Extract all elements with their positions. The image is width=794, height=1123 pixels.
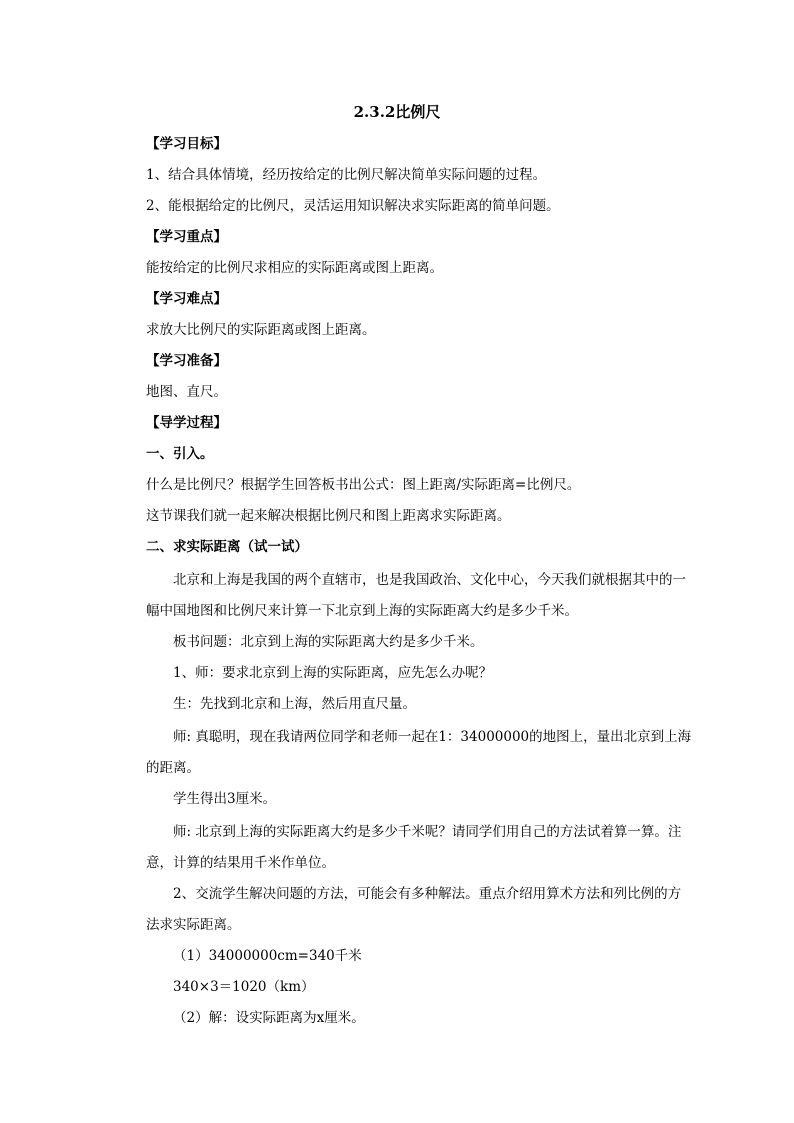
paragraph-line: 2、交流学生解决问题的方法，可能会有多种解法。重点介绍用算术方法和列比例的方 [173,886,682,902]
formula-line: （2）解：设实际距离为x厘米。 [173,1010,365,1026]
paragraph-line: 意，计算的结果用千米作单位。 [146,855,335,871]
paragraph-line: 生：先找到北京和上海，然后用直尺量。 [173,696,416,712]
paragraph-line: 师: 北京到上海的实际距离大约是多少千米呢？请同学们用自己的方法试着算一算。注 [173,824,682,840]
heading-difficulties: 【学习难点】 [146,291,227,307]
heading-learning-goals: 【学习目标】 [146,136,227,152]
goal-1: 1、结合具体情境，经历按给定的比例尺解决简单实际问题的过程。 [146,167,547,183]
section-actual-distance: 二、求实际距离（试一试） [146,539,308,555]
heading-key-points: 【学习重点】 [146,229,227,245]
formula-line: （1）34000000cm=340千米 [173,948,362,964]
page-title: 2.3.2比例尺 [353,103,441,121]
preparation-text: 地图、直尺。 [146,384,227,400]
paragraph-line: 这节课我们就一起来解决根据比例尺和图上距离求实际距离。 [146,508,511,524]
paragraph-line: 板书问题：北京到上海的实际距离大约是多少千米。 [173,634,484,650]
formula-line: 340×3＝1020（km） [173,979,315,995]
paragraph-line: 1、师：要求北京到上海的实际距离，应先怎么办呢？ [173,665,493,681]
paragraph-line: 的距离。 [146,760,200,776]
paragraph-line: 法求实际距离。 [146,917,241,933]
difficulty-text: 求放大比例尺的实际距离或图上距离。 [146,322,376,338]
goal-2: 2、能根据给定的比例尺，灵活运用知识解决求实际距离的简单问题。 [146,198,560,214]
paragraph-line: 学生得出3厘米。 [173,791,277,807]
heading-preparation: 【学习准备】 [146,353,227,369]
section-intro: 一、引入。 [146,446,214,462]
paragraph-line: 幅中国地图和比例尺来计算一下北京到上海的实际距离大约是多少千米。 [146,603,578,619]
paragraph-line: 北京和上海是我国的两个直辖市，也是我国政治、文化中心，今天我们就根据其中的一 [173,572,686,588]
paragraph-line: 什么是比例尺？根据学生回答板书出公式：图上距离/实际距离=比例尺。 [146,477,581,493]
paragraph-line: 师: 真聪明，现在我请两位同学和老师一起在1：34000000的地图上，量出北京到上海 [173,729,692,745]
heading-process: 【导学过程】 [146,415,227,431]
key-point-text: 能按给定的比例尺求相应的实际距离或图上距离。 [146,260,443,276]
